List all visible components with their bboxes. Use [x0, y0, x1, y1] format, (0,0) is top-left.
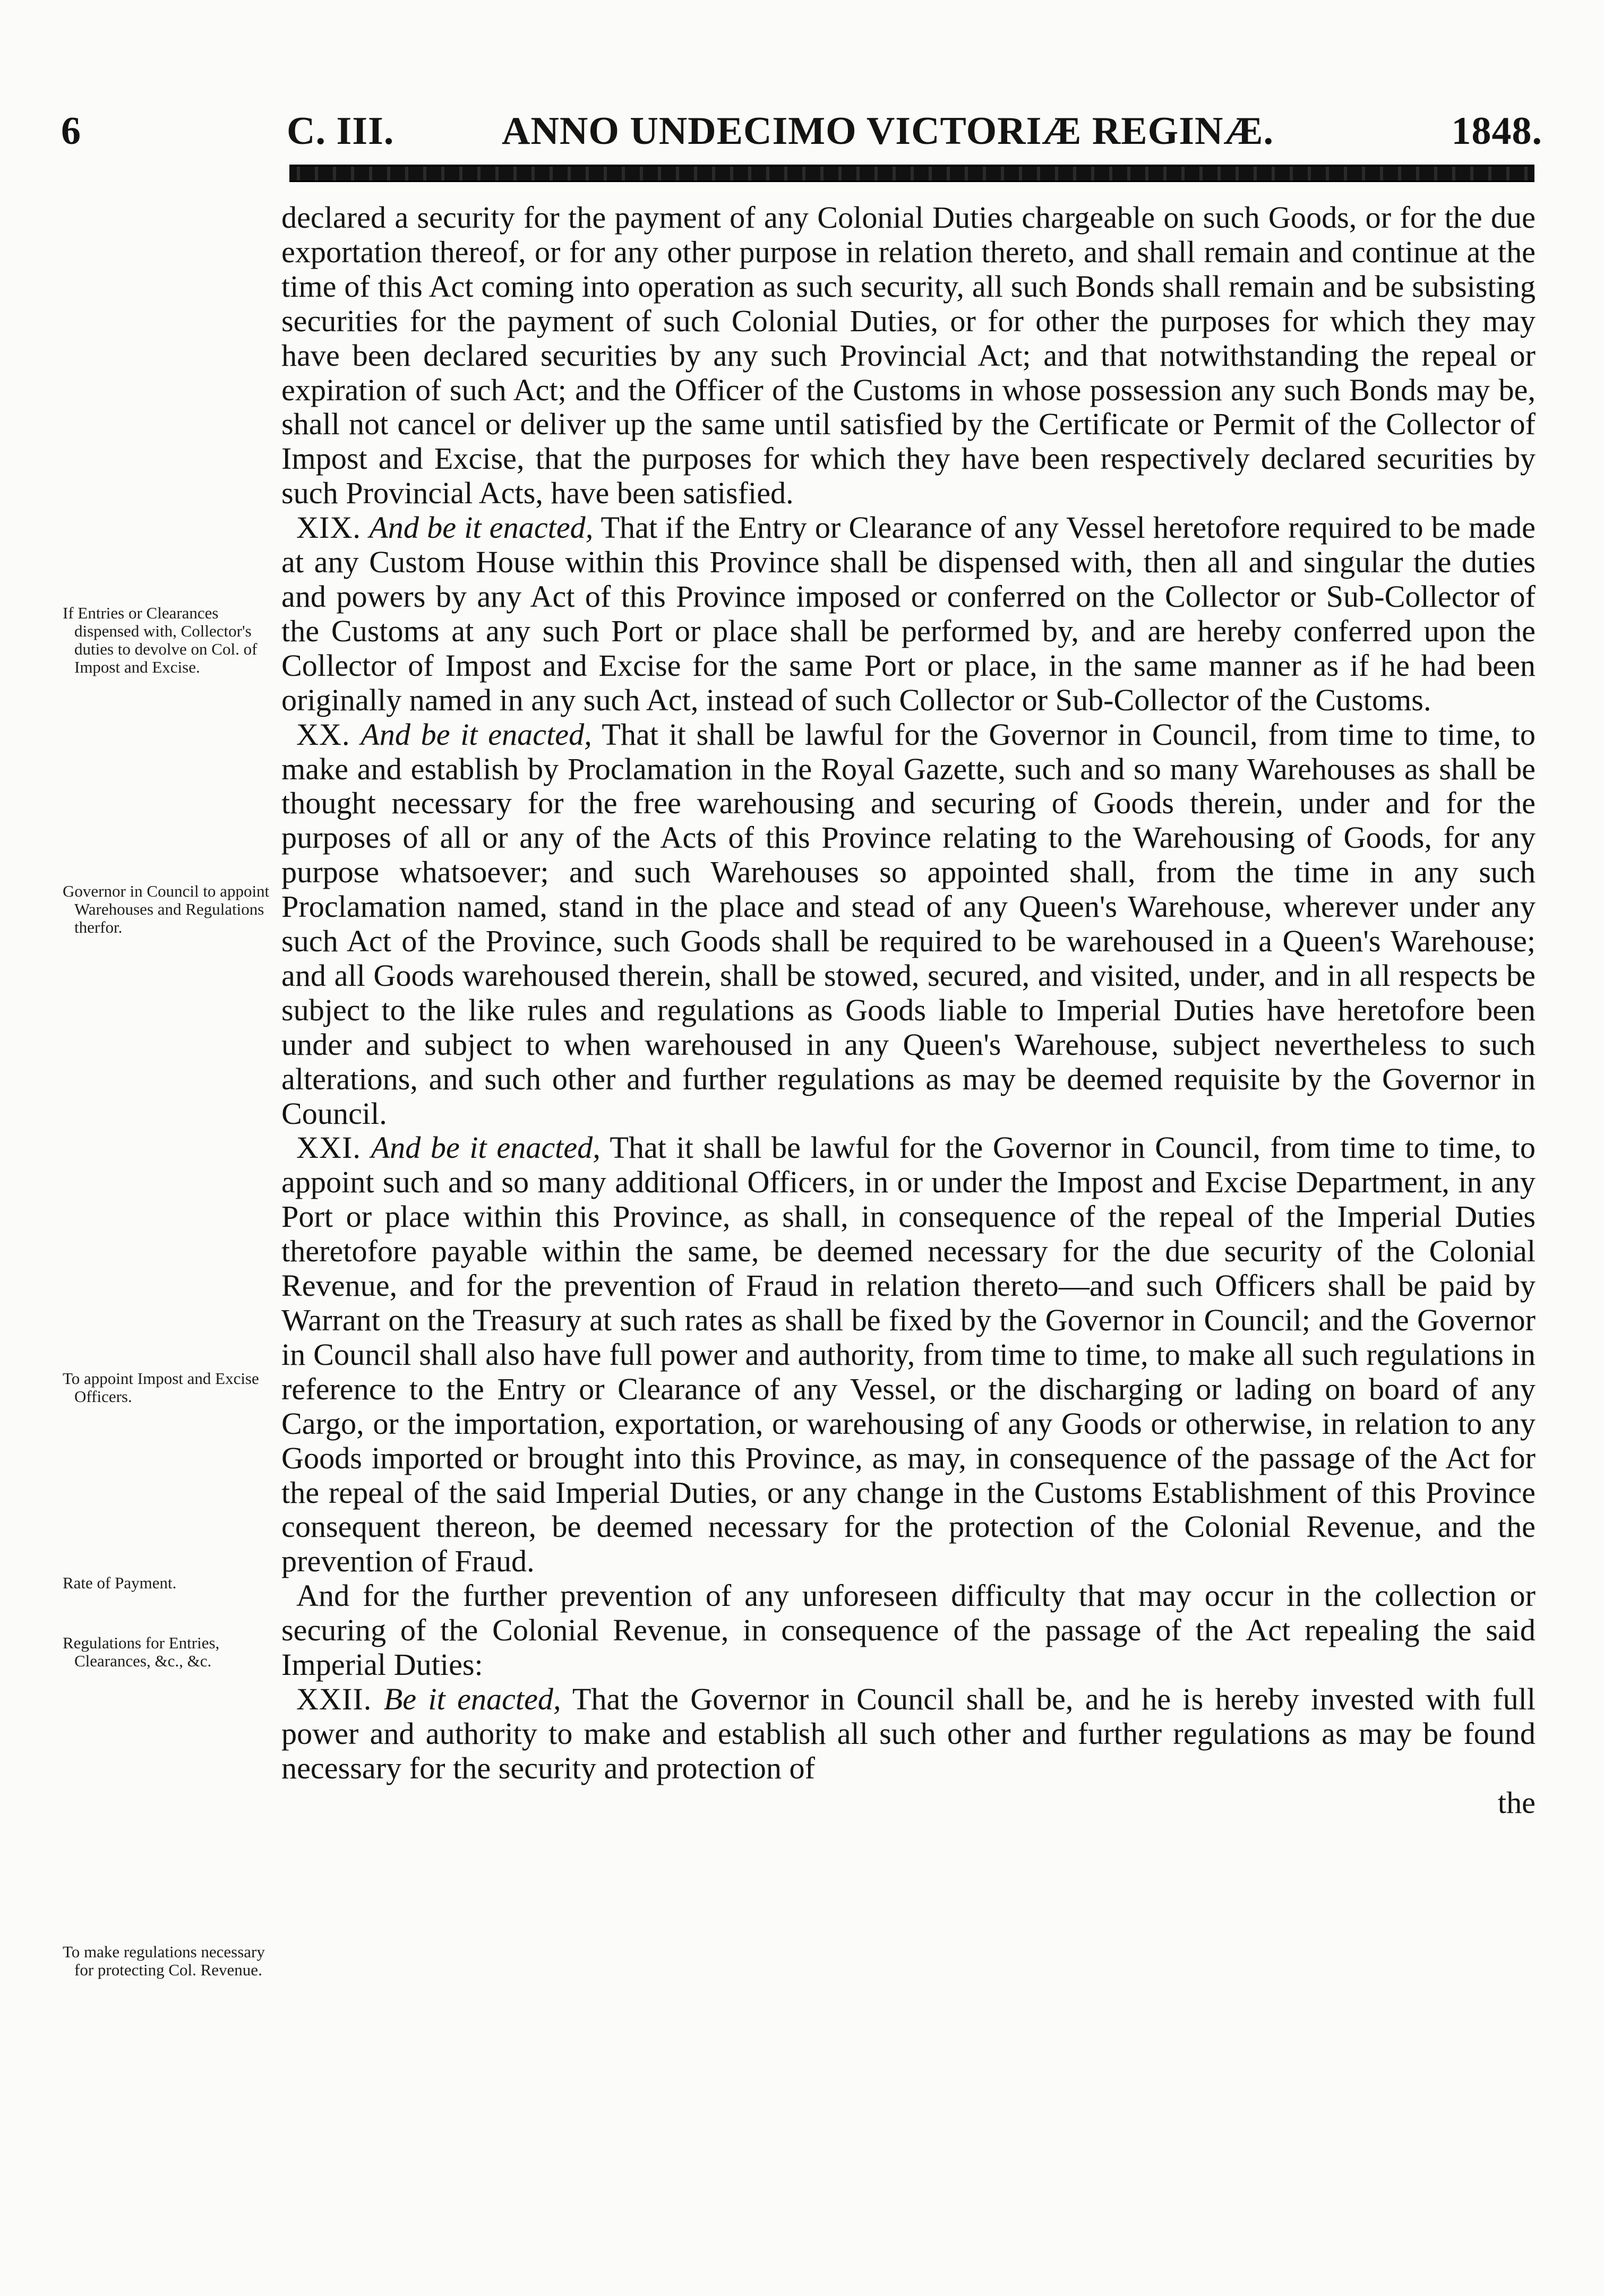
section-xx: [281, 718, 1536, 1131]
enacting-clause: And be it enacted,: [371, 1130, 601, 1165]
section-text: That the Governor in Council shall be, and he is hereby invested with full power and authority to make and establish all such other and further regulations as may be found necessary for the security and protection of: [281, 1681, 1536, 1785]
section-text: That it shall be lawful for the Governor in Council, from time to time, to make and establish by Proclamation in the Royal Gazette, such and so many Warehouses as shall be thought necessary for the free warehousing and securing of Goods therein, under and for the purposes of all or any of the Acts of this Province relating to the Warehousing of Goods, for any purpose whatsoever; and such Warehouses so appointed shall, from the time in any such Proclamation named, stand in the place and stead of any Queen's Warehouse, wherever under any such Act of the Province, such Goods shall be required to be warehoused in a Queen's Warehouse; and all Goods warehoused therein, shall be stowed, secured, and visited, under, and in all respects be subject to the like rules and regulations as Goods liable to Imperial Duties have heretofore been under and subject to when warehoused in any Queen's Warehouse, subject nevertheless to such alterations, and such other and further regulations as may be deemed requisite by the Governor in Council.: [281, 717, 1536, 1131]
body-text: [281, 201, 1536, 1820]
section-xxii: [281, 1682, 1536, 1786]
section-number: XXII.: [296, 1681, 372, 1716]
margin-note-protecting-revenue: To make regulations necessary for protecting Col. Revenue.: [63, 1942, 265, 1979]
margin-note-officers: To appoint Impost and Excise Officers.: [63, 1369, 259, 1406]
catchword: the: [1497, 1785, 1536, 1820]
section-xxi: [281, 1131, 1536, 1579]
page-number: 6: [61, 109, 81, 153]
header-rule: [289, 165, 1534, 182]
section-number: XX.: [296, 717, 350, 752]
margin-note-warehouses: Governor in Council to appoint Warehouses and Regulations therfor.: [63, 882, 270, 936]
chapter-label: C. III.: [287, 109, 394, 153]
margin-note-entries: If Entries or Clearances dispensed with, Collector's duties to devolve on Col. of Impost and Excise.: [63, 604, 258, 676]
enacting-clause: And be it enacted,: [369, 510, 594, 545]
section-number: XIX.: [296, 510, 361, 545]
section-xix: [281, 511, 1536, 717]
preamble-paragraph: And for the further prevention of any unforeseen difficulty that may occur in the collection or securing of the Colonial Revenue, in consequence of the passage of the Act repealing the said Imperial Duties:: [281, 1578, 1536, 1682]
margin-note-regulations: Regulations for Entries, Clearances, &c., &c.: [63, 1633, 220, 1670]
enacting-clause: And be it enacted,: [361, 717, 592, 752]
header-year: 1848.: [1451, 109, 1542, 153]
section-number: XXI.: [296, 1130, 361, 1165]
running-header: [61, 109, 1542, 157]
section-text: That it shall be lawful for the Governor in Council, from time to time, to appoint such and so many additional Officers, in or under the Impost and Excise Department, in any Port or place within this Province, as shall, in consequence of the repeal of the Imperial Duties theretofore payable within the same, be deemed necessary for the due security of the Colonial Revenue, and for the prevention of Fraud in relation thereto—and such Officers shall be paid by Warrant on the Treasury at such rates as shall be fixed by the Governor in Council; and the Governor in Council shall also have full power and authority, from time to time, to make all such regulations in reference to the Entry or Clearance of any Vessel, or the discharging or lading on board of any Cargo, or the importation, exportation, or warehousing of any Goods or otherwise, in relation to any Goods imported or brought into this Province, as may, in consequence of the passage of the Act for the repeal of the said Imperial Duties, or any change in the Customs Establishment of this Province consequent thereon, be deemed necessary for the protection of the Colonial Revenue, and the prevention of Fraud.: [281, 1130, 1536, 1579]
enacting-clause: Be it enacted,: [383, 1681, 561, 1716]
paragraph-continued: declared a security for the payment of any Colonial Duties chargeable on such Goods, or for the due exportation thereof, or for any other purpose in relation thereto, and shall remain and continue at the time of this Act coming into operation as such security, all such Bonds shall remain and be subsisting securities for the payment of such Colonial Duties, or for other the purposes for which they may have been declared securities by any such Provincial Act; and that notwithstanding the repeal or expiration of such Act; and the Officer of the Customs in whose possession any such Bonds may be, shall not cancel or deliver up the same until satisfied by the Certificate or Permit of the Collector of Impost and Excise, that the purposes for which they have been respectively declared securities by such Provincial Acts, have been satisfied.: [281, 200, 1536, 511]
margin-note-rate-of-payment: Rate of Payment.: [63, 1573, 177, 1592]
header-title: ANNO UNDECIMO VICTORIÆ REGINÆ.: [502, 109, 1274, 153]
section-text: That if the Entry or Clearance of any Vessel heretofore required to be made at any Custom House within this Province shall be dispensed with, then all and singular the duties and powers by any Act of this Province imposed or conferred on the Collector or Sub-Collector of the Customs at any such Port or place shall be performed by, and are hereby conferred upon the Collector of Impost and Excise for the same Port or place, in the same manner as if he had been originally named in any such Act, instead of such Collector or Sub-Collector of the Customs.: [281, 510, 1536, 717]
